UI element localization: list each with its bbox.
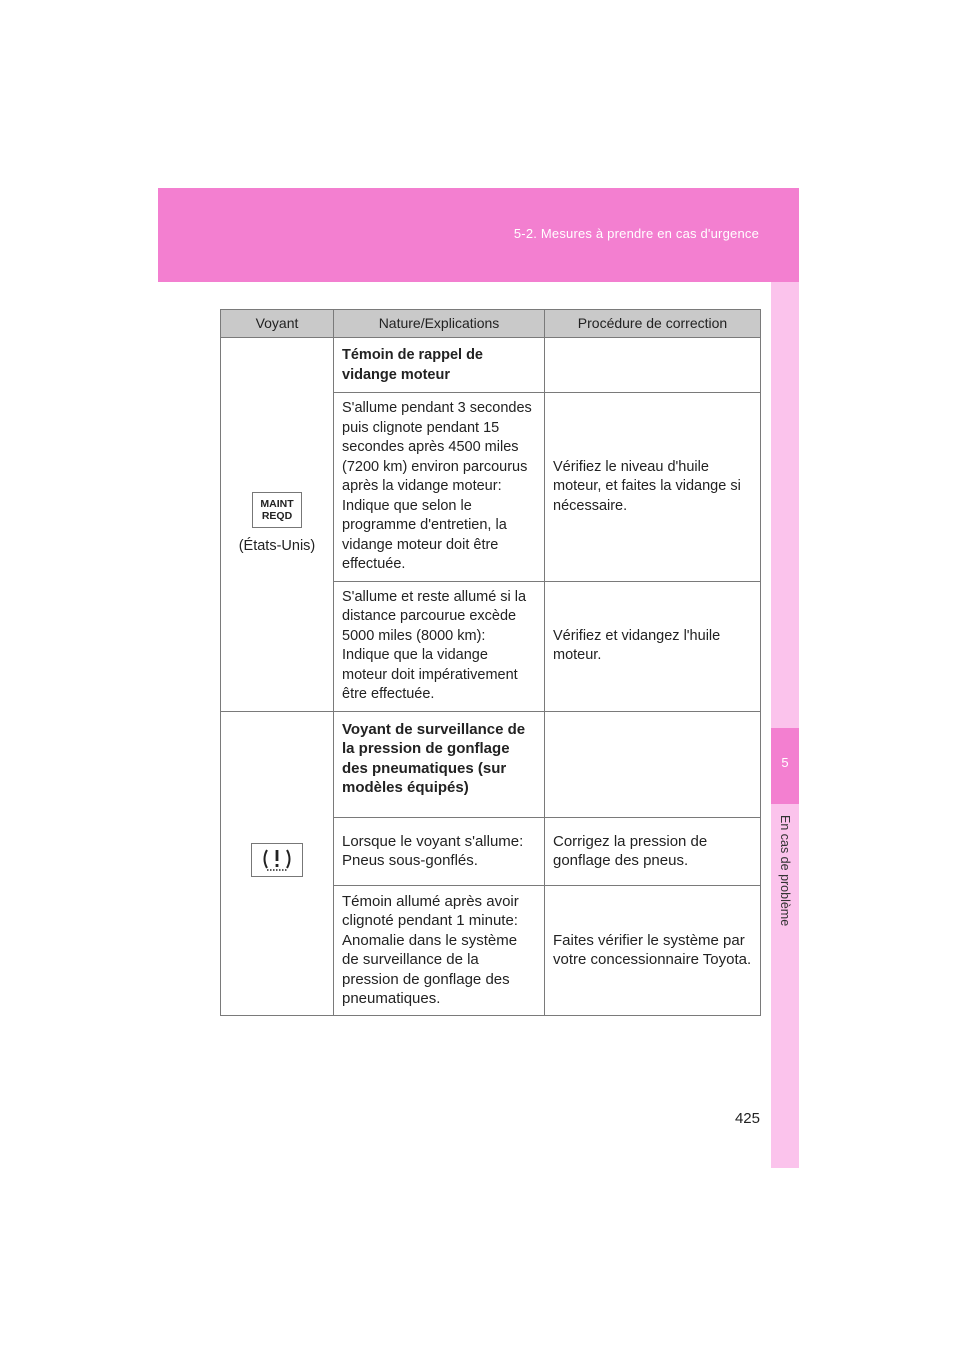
maint-icon-line-2: REQD [261,510,293,522]
explanation-cell: Témoin allumé après avoir clignoté pendant 1 minute: Anomalie dans le système de surveillance de la pression de gonflage des pneumatiques. [334,885,545,1015]
table-row [221,711,761,817]
tpms-title: Voyant de surveillance de la pression de gonflage des pneumatiques (sur modèles équipés) [334,711,545,817]
table-header-row [221,310,761,338]
page-number: 425 [734,1110,760,1127]
empty-cell [545,711,761,817]
maint-icon-line-1: MAINT [260,498,294,510]
oil-reminder-title: Témoin de rappel de vidange moteur [334,338,545,393]
explanation-cell: S'allume et reste allumé si la distance parcourue excède 5000 miles (8000 km): Indique que la vidange moteur doit impérativement être effectuée. [334,581,545,711]
column-header-correction: Procédure de correction [545,310,761,338]
tpms-cell [221,711,334,1015]
empty-cell [545,338,761,393]
table-row [221,338,761,393]
correction-cell: Faites vérifier le système par votre concessionnaire Toyota. [545,885,761,1015]
explanation-cell: S'allume pendant 3 secondes puis clignote pendant 15 secondes après 4500 miles (7200 km) environ parcourus après la vidange moteur: Indique que selon le programme d'entretien, la vidange moteur doit être effectuée. [334,393,545,582]
maint-reqd-icon [252,492,302,528]
header-band [158,188,799,282]
correction-cell: Corrigez la pression de gonflage des pneus. [545,817,761,885]
warning-light-table [220,309,761,1016]
explanation-cell: Lorsque le voyant s'allume: Pneus sous-gonflés. [334,817,545,885]
chapter-number: 5 [781,755,789,770]
chapter-label: En cas de problème [778,815,792,927]
region-label: (États-Unis) [238,538,316,554]
section-title: 5-2. Mesures à prendre en cas d'urgence [513,226,759,241]
correction-cell: Vérifiez et vidangez l'huile moteur. [545,581,761,711]
maint-reqd-cell [221,338,334,712]
correction-cell: Vérifiez le niveau d'huile moteur, et faites la vidange si nécessaire. [545,393,761,582]
side-strip [771,282,799,1168]
column-header-explications: Nature/Explications [334,310,545,338]
column-header-voyant: Voyant [221,310,334,338]
tire-pressure-warning-icon [251,843,303,877]
